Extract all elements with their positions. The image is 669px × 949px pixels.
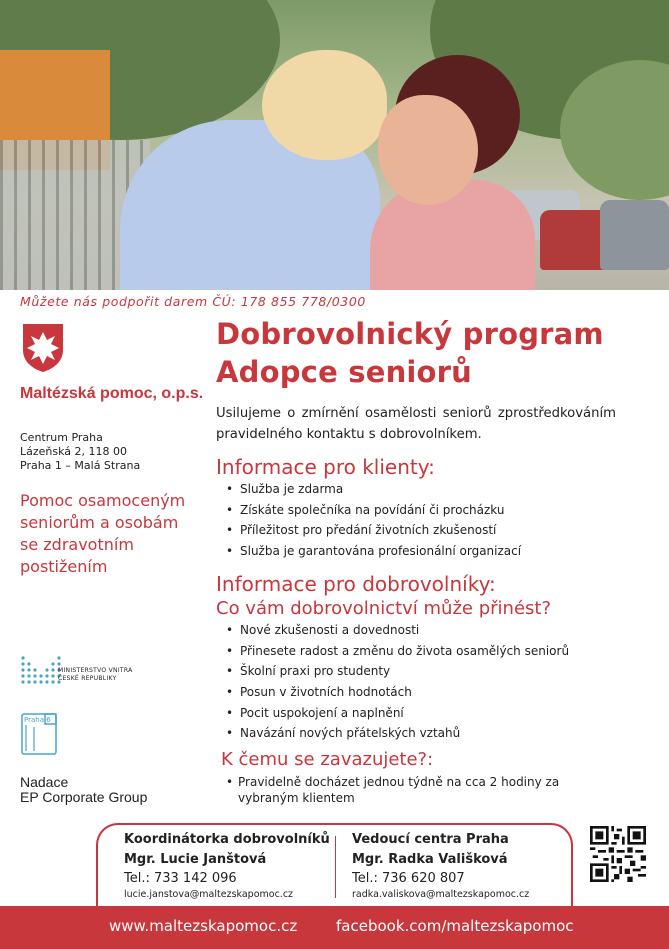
list-item: • Služba je garantována profesionální organizací (226, 541, 521, 562)
contact-name: Mgr. Lucie Janštová (124, 852, 267, 867)
contact-divider (335, 836, 336, 898)
contact-manager (352, 830, 529, 902)
contact-email[interactable]: radka.valiskova@maltezskapomoc.cz (352, 889, 530, 900)
contact-email[interactable]: lucie.janstova@maltezskapomoc.cz (124, 889, 294, 900)
title-line: Dobrovolnický program (216, 317, 604, 351)
praha6-label: Praha 6 (24, 716, 51, 724)
commitment-heading: K čemu se zavazujete?: (221, 749, 434, 770)
address-line: Praha 1 – Malá Strana (20, 459, 141, 472)
contact-phone[interactable]: Tel.: 733 142 096 (124, 871, 237, 886)
list-item: • Posun v životních hodnotách (226, 682, 569, 703)
commitment-text: Pravidelně docházet jednou týdně na cca 2 hodiny za vybraným klientem (238, 775, 560, 805)
bullet-icon: • (226, 775, 234, 789)
mission-text: Pomoc osamoceným seniorům a osobám se zdravotním postižením (20, 491, 186, 576)
commitment-item (226, 774, 618, 806)
list-item: • Příležitost pro předání životních zkušeností (226, 520, 521, 541)
maltese-cross-shield-icon (21, 322, 65, 374)
ministry-name-line: MINISTERSTVO VNITRA (58, 667, 133, 674)
ministry-name-line: ČESKÉ REPUBLIKY (58, 675, 117, 682)
praha6-logo-icon (21, 713, 57, 755)
address-line: Lázeňská 2, 118 00 (20, 445, 128, 458)
page-title (216, 315, 604, 391)
volunteers-subheading: Co vám dobrovolnictví může přinést? (216, 598, 552, 619)
address-line: Centrum Praha (20, 431, 103, 444)
website-link[interactable]: www.maltezskapomoc.cz (109, 917, 298, 935)
contact-role: Koordinátorka dobrovolníků (124, 832, 330, 847)
volunteers-list (226, 620, 569, 744)
ministry-name (58, 667, 133, 683)
donation-account: Můžete nás podpořit darem ČÚ: 178 855 778/0300 (20, 294, 366, 309)
organization-name: Maltézská pomoc, o.p.s. (20, 385, 204, 402)
contact-name: Mgr. Radka Vališková (352, 852, 508, 867)
list-item: • Pocit uspokojení a naplnění (226, 703, 569, 724)
contact-role: Vedoucí centra Praha (352, 832, 509, 847)
facebook-link[interactable]: facebook.com/maltezskapomoc (336, 917, 574, 935)
qr-code-icon[interactable] (590, 826, 646, 882)
clients-list (226, 479, 521, 562)
list-item: • Přinesete radost a změnu do života osamělých seniorů (226, 641, 569, 662)
volunteers-heading: Informace pro dobrovolníky: (216, 572, 496, 596)
contact-coordinator (124, 830, 330, 902)
list-item: • Služba je zdarma (226, 479, 521, 500)
list-item: • Nové zkušenosti a dovednosti (226, 620, 569, 641)
list-item: • Získáte společníka na povídání či procházku (226, 500, 521, 521)
title-line: Adopce seniorů (216, 355, 473, 389)
hero-photo (0, 0, 669, 290)
contact-phone[interactable]: Tel.: 736 620 807 (352, 871, 465, 886)
address (20, 431, 140, 473)
nadace-line: EP Corporate Group (20, 789, 148, 805)
nadace-line: Nadace (20, 774, 69, 790)
intro-text: Usilujeme o zmírnění osamělosti seniorů zprostředkováním pravidelného kontaktu s dobrovolníkem. (216, 406, 616, 442)
list-item: • Navázání nových přátelských vztahů (226, 723, 569, 744)
list-item: • Školní praxi pro studenty (226, 661, 569, 682)
clients-heading: Informace pro klienty: (216, 455, 435, 479)
footer-bar (0, 906, 669, 949)
nadace-logo (20, 775, 147, 805)
